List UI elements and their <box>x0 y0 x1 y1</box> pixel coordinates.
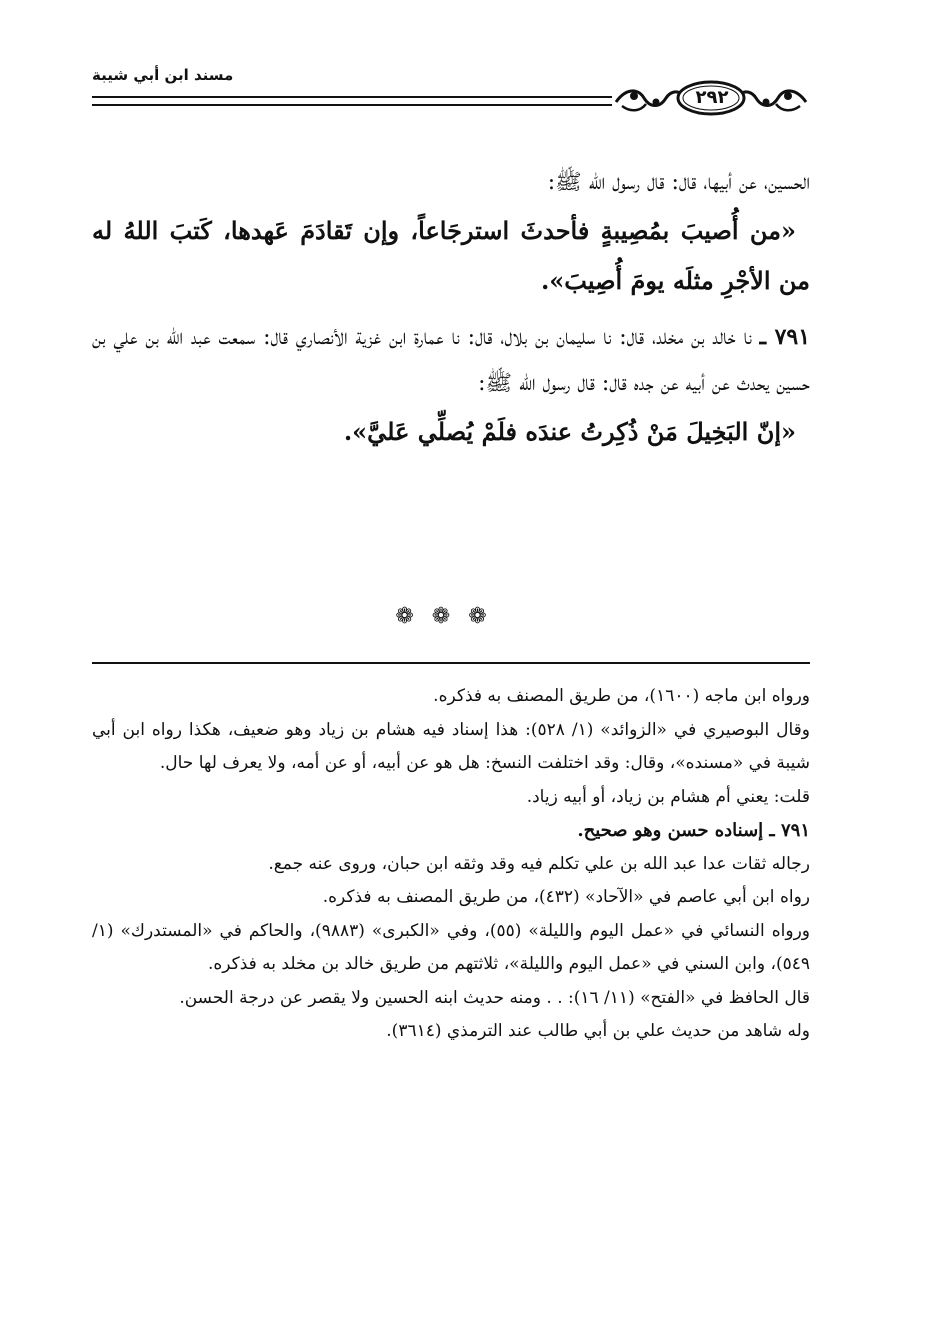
footnote-line: وقال البوصيري في «الزوائد» (١/ ٥٢٨): هذا إسناد فيه هشام بن زياد وهو ضعيف، هكذا رواه ابن أبي شيبة في «مسنده»، وقال: وقد اختلفت النسخ: هل هو عن أبيه، أو عن أمه، ولا يعرف لها حال. <box>92 719 810 773</box>
footnotes <box>92 680 810 1049</box>
hadith-2: «إنّ البَخِيلَ مَنْ ذُكِرتُ عندَه فلَمْ يُصلِّي عَليَّ». <box>343 417 796 446</box>
footnote-line: قلت: يعني أم هشام بن زياد، أو أبيه زياد. <box>526 786 810 807</box>
header-rule <box>92 96 612 106</box>
footnote-line: رواه ابن أبي عاصم في «الآحاد» (٤٣٢)، من طريق المصنف به فذكره. <box>322 887 810 907</box>
narration-2-paragraph <box>92 314 810 407</box>
main-text <box>92 160 810 457</box>
hadith-1: «من أُصيبَ بمُصِيبةٍ فأحدثَ استرجَاعاً، وإن تَقادَمَ عَهدها، كَتبَ اللهُ له من الأجْرِ مثلَه يومَ أُصِيبَ». <box>92 216 810 295</box>
section-separator: ❁❁❁ <box>395 604 505 629</box>
footnote-heading: ٧٩١ ـ إسناده حسن وهو صحيح. <box>577 820 810 841</box>
page-number: ٢٩٢ <box>695 87 729 108</box>
footnote-line: قال الحافظ في «الفتح» (١١/ ١٦): . . ومنه حديث ابنه الحسين ولا يقصر عن درجة الحسن. <box>179 987 810 1008</box>
footnote-line: ورواه النسائي في «عمل اليوم والليلة» (٥٥)، وفي «الكبرى» (٩٨٨٣)، والحاكم في «المستدرك» (١/ ٥٤٩)، وابن السني في «عمل اليوم والليلة»، ثلاثتهم من طريق خالد بن مخلد به فذكره. <box>92 920 810 974</box>
footnote-line: وله شاهد من حديث علي بن أبي طالب عند الترمذي (٣٦١٤). <box>386 1021 810 1041</box>
narration-1: الحسين، عن أبيها، قال: قال رسول الله ﷺ: <box>547 170 810 195</box>
narration-2: نا خالد بن مخلد، قال: نا سليمان بن بلال، قال: نا عمارة ابن غزية الأنصاري قال: سمعت عبد الله بن علي بن حسين يحدث عن أبيه عن جده قال: قال رسول الله ﷺ: <box>92 325 810 396</box>
page-header <box>92 56 810 118</box>
footnote-divider <box>92 662 810 664</box>
hadith-number: ٧٩١ ـ <box>759 324 811 350</box>
footnote-line: رجاله ثقات عدا عبد الله بن علي تكلم فيه وقد وثقه ابن حبان، وروى عنه جمع. <box>268 853 810 874</box>
footnote-line: ورواه ابن ماجه (١٦٠٠)، من طريق المصنف به فذكره. <box>433 686 810 706</box>
running-title: مسند ابن أبي شيبة <box>92 66 234 84</box>
